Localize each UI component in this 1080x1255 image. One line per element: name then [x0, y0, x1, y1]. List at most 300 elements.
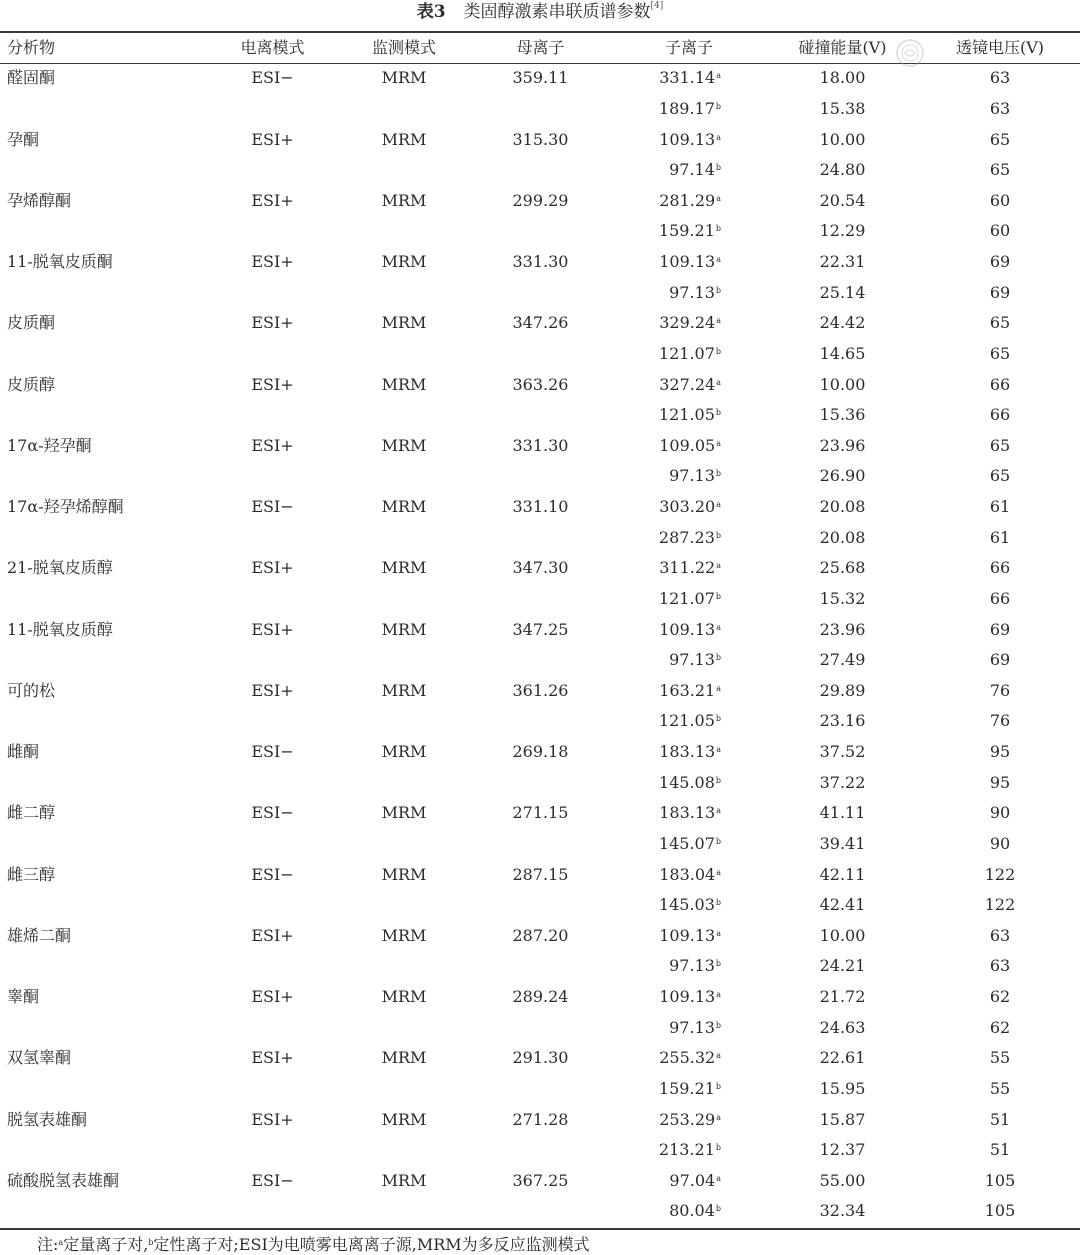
cell-monitor-mode: MRM: [381, 129, 427, 149]
cell-daughter-ion: [613, 859, 765, 890]
cell-monitor-mode: [340, 706, 468, 737]
table-row: [0, 339, 1080, 370]
table-row: [0, 1074, 1080, 1105]
cell-collision-energy: 15.32: [819, 588, 866, 608]
cell-collision-energy: 26.90: [819, 466, 866, 486]
cell-parent-ion: 331.10: [512, 497, 569, 517]
cell-lens-voltage: 105: [984, 1170, 1016, 1190]
ion-pair-marker: a: [716, 255, 721, 265]
bottom-rule: [0, 1228, 1080, 1230]
cell-analyte: 孕烯醇酮: [7, 190, 72, 210]
ion-pair-marker: b: [715, 1081, 721, 1091]
cell-parent-ion: [468, 1012, 613, 1043]
cell-lens-voltage: 69: [989, 619, 1011, 639]
ion-pair-marker: b: [715, 1020, 721, 1030]
ion-pair-marker: b: [715, 101, 721, 111]
cell-lens-voltage: 63: [989, 925, 1011, 945]
daughter-ion-value: 121.05: [658, 711, 715, 731]
cell-daughter-ion: [613, 798, 765, 829]
table-row: [0, 431, 1080, 462]
cell-daughter-ion: [613, 124, 765, 155]
cell-ion-mode: ESI+: [251, 1048, 294, 1068]
cell-analyte: [0, 1074, 205, 1105]
table-row: [0, 859, 1080, 890]
table-row: [0, 186, 1080, 217]
cell-monitor-mode: [340, 94, 468, 125]
daughter-ion-value: 109.05: [659, 435, 716, 455]
table-row: [0, 737, 1080, 768]
cell-monitor-mode: MRM: [381, 803, 427, 823]
cell-daughter-ion: [613, 492, 765, 523]
cell-collision-energy: 20.08: [819, 497, 866, 517]
table-row: [0, 921, 1080, 952]
daughter-ion-value: 121.07: [658, 588, 715, 608]
cell-collision-energy: 42.41: [819, 895, 866, 915]
cell-analyte: [0, 645, 205, 676]
cell-lens-voltage: 105: [984, 1201, 1016, 1221]
cell-collision-energy: 23.16: [819, 711, 866, 731]
daughter-ion-value: 80.04: [669, 1201, 715, 1221]
table-row: [0, 829, 1080, 860]
ion-pair-marker: a: [716, 500, 721, 510]
cell-collision-energy: 22.31: [819, 252, 866, 272]
daughter-ion-value: 331.14: [659, 68, 716, 88]
cell-monitor-mode: MRM: [381, 313, 427, 333]
cell-daughter-ion: [613, 584, 765, 615]
cell-parent-ion: 291.30: [512, 1048, 569, 1068]
table-caption: [0, 0, 1080, 28]
cell-ion-mode: [205, 461, 340, 492]
cell-collision-energy: 22.61: [819, 1048, 866, 1068]
table-row: [0, 1012, 1080, 1043]
cell-daughter-ion: [613, 308, 765, 339]
cell-analyte: 11-脱氧皮质酮: [7, 252, 113, 272]
cell-parent-ion: 331.30: [512, 252, 569, 272]
cell-analyte: [0, 1196, 205, 1227]
cell-ion-mode: [205, 400, 340, 431]
table-row: [0, 492, 1080, 523]
cell-daughter-ion: [613, 155, 765, 186]
cell-lens-voltage: 90: [989, 803, 1011, 823]
ion-pair-marker: a: [716, 622, 721, 632]
cell-analyte: 皮质酮: [7, 313, 56, 333]
cell-daughter-ion: [613, 890, 765, 921]
cell-analyte: [0, 951, 205, 982]
daughter-ion-value: 109.13: [659, 129, 716, 149]
cell-lens-voltage: 65: [989, 129, 1011, 149]
ion-pair-marker: a: [716, 683, 721, 693]
cell-daughter-ion: [613, 614, 765, 645]
cell-daughter-ion: [613, 431, 765, 462]
cell-ion-mode: [205, 645, 340, 676]
ion-pair-marker: b: [715, 1204, 721, 1214]
cell-daughter-ion: [613, 522, 765, 553]
data-table: [0, 33, 1080, 1227]
cell-parent-ion: [468, 155, 613, 186]
cell-collision-energy: 20.08: [819, 527, 866, 547]
cell-analyte: [0, 155, 205, 186]
cell-ion-mode: [205, 584, 340, 615]
ion-pair-marker: b: [715, 775, 721, 785]
cell-analyte: 17α-羟孕酮: [7, 435, 92, 455]
cell-monitor-mode: [340, 1074, 468, 1105]
cell-monitor-mode: [340, 890, 468, 921]
table-row: [0, 1166, 1080, 1197]
cell-monitor-mode: MRM: [381, 1170, 427, 1190]
cell-ion-mode: [205, 1135, 340, 1166]
cell-collision-energy: 24.21: [819, 956, 866, 976]
table-row: [0, 706, 1080, 737]
table-row: [0, 522, 1080, 553]
cell-daughter-ion: [613, 982, 765, 1013]
cell-ion-mode: [205, 951, 340, 982]
table-row: [0, 676, 1080, 707]
cell-ion-mode: ESI+: [251, 374, 294, 394]
daughter-ion-value: 281.29: [659, 190, 716, 210]
cell-lens-voltage: 60: [989, 190, 1011, 210]
cell-monitor-mode: MRM: [381, 374, 427, 394]
cell-monitor-mode: [340, 216, 468, 247]
daughter-ion-value: 329.24: [659, 313, 716, 333]
cell-analyte: 雌三醇: [7, 864, 56, 884]
cell-lens-voltage: 62: [989, 987, 1011, 1007]
cell-parent-ion: [468, 339, 613, 370]
table-row: [0, 798, 1080, 829]
cell-lens-voltage: 66: [989, 588, 1011, 608]
table-footnote: [37, 1235, 590, 1255]
daughter-ion-value: 287.23: [658, 527, 715, 547]
cell-parent-ion: 269.18: [512, 742, 569, 762]
daughter-ion-value: 303.20: [659, 497, 716, 517]
cell-lens-voltage: 61: [989, 497, 1011, 517]
cell-lens-voltage: 76: [989, 711, 1011, 731]
cell-lens-voltage: 69: [989, 282, 1011, 302]
cell-monitor-mode: [340, 339, 468, 370]
cell-ion-mode: ESI−: [251, 1170, 294, 1190]
cell-collision-energy: 24.63: [819, 1017, 866, 1037]
note-mark-b: b: [148, 1238, 154, 1247]
cell-lens-voltage: 63: [989, 98, 1011, 118]
cell-analyte: [0, 1012, 205, 1043]
cell-collision-energy: 12.37: [819, 1140, 866, 1160]
cell-ion-mode: ESI+: [251, 435, 294, 455]
table-row: [0, 1043, 1080, 1074]
table-row: [0, 584, 1080, 615]
cell-analyte: [0, 461, 205, 492]
cell-analyte: 17α-羟孕烯醇酮: [7, 497, 124, 517]
cell-lens-voltage: 55: [989, 1078, 1011, 1098]
cell-ion-mode: ESI+: [251, 558, 294, 578]
cell-lens-voltage: 122: [984, 895, 1016, 915]
cell-monitor-mode: MRM: [381, 435, 427, 455]
table-row: [0, 890, 1080, 921]
cell-lens-voltage: 65: [989, 343, 1011, 363]
daughter-ion-value: 159.21: [658, 1078, 715, 1098]
ion-pair-marker: a: [716, 990, 721, 1000]
cell-parent-ion: 347.30: [512, 558, 569, 578]
cell-collision-energy: 15.95: [819, 1078, 866, 1098]
daughter-ion-value: 121.07: [658, 343, 715, 363]
table-row: [0, 369, 1080, 400]
cell-collision-energy: 32.34: [819, 1201, 866, 1221]
cell-daughter-ion: [613, 216, 765, 247]
cell-collision-energy: 25.68: [819, 558, 866, 578]
ion-pair-marker: b: [715, 224, 721, 234]
cell-lens-voltage: 66: [989, 558, 1011, 578]
cell-daughter-ion: [613, 339, 765, 370]
table-row: [0, 216, 1080, 247]
cell-lens-voltage: 65: [989, 435, 1011, 455]
cell-lens-voltage: 90: [989, 833, 1011, 853]
cell-monitor-mode: MRM: [381, 987, 427, 1007]
cell-monitor-mode: [340, 767, 468, 798]
ion-pair-marker: b: [715, 1143, 721, 1153]
cell-parent-ion: 315.30: [512, 129, 569, 149]
cell-parent-ion: 367.25: [512, 1170, 569, 1190]
cell-collision-energy: 29.89: [819, 680, 866, 700]
ion-pair-marker: b: [715, 591, 721, 601]
cell-analyte: [0, 890, 205, 921]
table-row: [0, 1104, 1080, 1135]
cell-lens-voltage: 63: [989, 956, 1011, 976]
cell-analyte: 孕酮: [7, 129, 40, 149]
ion-pair-marker: b: [715, 408, 721, 418]
ion-pair-marker: b: [715, 469, 721, 479]
cell-collision-energy: 27.49: [819, 650, 866, 670]
cell-parent-ion: 271.15: [512, 803, 569, 823]
cell-ion-mode: ESI+: [251, 252, 294, 272]
cell-monitor-mode: [340, 951, 468, 982]
cell-collision-energy: 37.52: [819, 742, 866, 762]
table-row: [0, 553, 1080, 584]
cell-monitor-mode: MRM: [381, 1109, 427, 1129]
cell-analyte: [0, 1135, 205, 1166]
cell-monitor-mode: [340, 645, 468, 676]
ion-pair-marker: b: [715, 653, 721, 663]
cell-daughter-ion: [613, 247, 765, 278]
cell-analyte: 11-脱氧皮质醇: [7, 619, 113, 639]
header-collision-energy: 碰撞能量(V): [798, 38, 887, 57]
cell-daughter-ion: [613, 94, 765, 125]
cell-parent-ion: 363.26: [512, 374, 569, 394]
cell-lens-voltage: 69: [989, 252, 1011, 272]
daughter-ion-value: 109.13: [659, 619, 716, 639]
table-row: [0, 1135, 1080, 1166]
cell-collision-energy: 42.11: [819, 864, 866, 884]
ion-pair-marker: a: [716, 806, 721, 816]
cell-collision-energy: 24.42: [819, 313, 866, 333]
cell-analyte: 可的松: [7, 680, 56, 700]
cell-daughter-ion: [613, 461, 765, 492]
cell-collision-energy: 55.00: [819, 1170, 866, 1190]
daughter-ion-value: 189.17: [658, 98, 715, 118]
daughter-ion-value: 159.21: [658, 221, 715, 241]
cell-daughter-ion: [613, 706, 765, 737]
cell-ion-mode: [205, 94, 340, 125]
cell-lens-voltage: 122: [984, 864, 1016, 884]
cell-ion-mode: [205, 155, 340, 186]
ion-pair-marker: b: [715, 285, 721, 295]
cell-monitor-mode: [340, 1135, 468, 1166]
ion-pair-marker: a: [716, 561, 721, 571]
daughter-ion-value: 145.07: [658, 833, 715, 853]
cell-ion-mode: [205, 1196, 340, 1227]
cell-collision-energy: 15.38: [819, 98, 866, 118]
header-daughter-ion: 子离子: [664, 38, 713, 57]
ion-pair-marker: a: [716, 377, 721, 387]
cell-ion-mode: ESI−: [251, 497, 294, 517]
cell-monitor-mode: MRM: [381, 497, 427, 517]
cell-collision-energy: 14.65: [819, 343, 866, 363]
table-row: [0, 277, 1080, 308]
cell-analyte: 21-脱氧皮质醇: [7, 558, 113, 578]
cell-daughter-ion: [613, 737, 765, 768]
cell-parent-ion: [468, 951, 613, 982]
cell-parent-ion: [468, 1135, 613, 1166]
cell-ion-mode: [205, 767, 340, 798]
table-row: [0, 645, 1080, 676]
cell-parent-ion: [468, 277, 613, 308]
table-row: [0, 308, 1080, 339]
cell-parent-ion: 299.29: [512, 190, 569, 210]
cell-ion-mode: [205, 339, 340, 370]
cell-lens-voltage: 65: [989, 313, 1011, 333]
cell-collision-energy: 23.96: [819, 435, 866, 455]
cell-parent-ion: 289.24: [512, 987, 569, 1007]
cell-lens-voltage: 51: [989, 1109, 1011, 1129]
cell-daughter-ion: [613, 1135, 765, 1166]
cell-daughter-ion: [613, 1043, 765, 1074]
cell-collision-energy: 25.14: [819, 282, 866, 302]
daughter-ion-value: 255.32: [659, 1048, 716, 1068]
ion-pair-marker: b: [715, 163, 721, 173]
cell-parent-ion: [468, 767, 613, 798]
cell-ion-mode: ESI+: [251, 313, 294, 333]
cell-monitor-mode: MRM: [381, 252, 427, 272]
cell-daughter-ion: [613, 186, 765, 217]
ion-pair-marker: a: [716, 867, 721, 877]
cell-ion-mode: [205, 277, 340, 308]
cell-monitor-mode: [340, 1196, 468, 1227]
ion-pair-marker: b: [715, 836, 721, 846]
cell-parent-ion: [468, 1074, 613, 1105]
cell-analyte: 雌酮: [7, 742, 40, 762]
cell-daughter-ion: [613, 400, 765, 431]
cell-analyte: 醛固酮: [7, 68, 56, 88]
cell-lens-voltage: 60: [989, 221, 1011, 241]
cell-collision-energy: 21.72: [819, 987, 866, 1007]
cell-collision-energy: 15.36: [819, 405, 866, 425]
ion-pair-marker: b: [715, 714, 721, 724]
cell-monitor-mode: [340, 584, 468, 615]
table-row: [0, 461, 1080, 492]
table-row: [0, 124, 1080, 155]
cell-daughter-ion: [613, 1074, 765, 1105]
cell-daughter-ion: [613, 767, 765, 798]
cell-parent-ion: 347.25: [512, 619, 569, 639]
cell-monitor-mode: MRM: [381, 864, 427, 884]
table-row: [0, 614, 1080, 645]
cell-analyte: 皮质醇: [7, 374, 56, 394]
daughter-ion-value: 183.04: [659, 864, 716, 884]
cell-ion-mode: ESI+: [251, 680, 294, 700]
table-row: [0, 1196, 1080, 1227]
cell-parent-ion: 359.11: [512, 68, 569, 88]
cell-ion-mode: ESI−: [251, 803, 294, 823]
cell-monitor-mode: MRM: [381, 742, 427, 762]
cell-monitor-mode: MRM: [381, 680, 427, 700]
cell-lens-voltage: 66: [989, 405, 1011, 425]
cell-ion-mode: ESI+: [251, 129, 294, 149]
cell-analyte: 硫酸脱氢表雄酮: [7, 1170, 120, 1190]
cell-lens-voltage: 95: [989, 772, 1011, 792]
header-monitor-mode: 监测模式: [371, 38, 436, 57]
ion-pair-marker: a: [716, 193, 721, 203]
cell-collision-energy: 10.00: [819, 925, 866, 945]
cell-parent-ion: [468, 522, 613, 553]
table-number: 表3: [416, 2, 446, 22]
ion-pair-marker: a: [716, 1173, 721, 1183]
cell-monitor-mode: MRM: [381, 925, 427, 945]
cell-daughter-ion: [613, 1104, 765, 1135]
cell-collision-energy: 12.29: [819, 221, 866, 241]
table-row: [0, 982, 1080, 1013]
table-title: 类固醇激素串联质谱参数: [463, 2, 651, 22]
cell-analyte: [0, 94, 205, 125]
cell-collision-energy: 10.00: [819, 374, 866, 394]
cell-lens-voltage: 76: [989, 680, 1011, 700]
daughter-ion-value: 253.29: [659, 1109, 716, 1129]
ion-pair-marker: a: [716, 1112, 721, 1122]
header-ion-mode: 电离模式: [240, 38, 305, 57]
cell-daughter-ion: [613, 676, 765, 707]
cell-collision-energy: 10.00: [819, 129, 866, 149]
cell-ion-mode: [205, 890, 340, 921]
cell-lens-voltage: 95: [989, 742, 1011, 762]
cell-parent-ion: [468, 216, 613, 247]
cell-analyte: 雄烯二酮: [7, 925, 72, 945]
cell-analyte: [0, 522, 205, 553]
cell-collision-energy: 15.87: [819, 1109, 866, 1129]
cell-ion-mode: [205, 829, 340, 860]
cell-ion-mode: [205, 216, 340, 247]
daughter-ion-value: 145.03: [658, 895, 715, 915]
table-row: [0, 247, 1080, 278]
table-row: [0, 400, 1080, 431]
cell-daughter-ion: [613, 1196, 765, 1227]
daughter-ion-value: 311.22: [659, 558, 716, 578]
daughter-ion-value: 97.14: [669, 160, 715, 180]
cell-ion-mode: ESI+: [251, 1109, 294, 1129]
note-prefix: 注:: [37, 1235, 59, 1254]
cell-collision-energy: 20.54: [819, 190, 866, 210]
cell-ion-mode: ESI−: [251, 68, 294, 88]
cell-lens-voltage: 66: [989, 374, 1011, 394]
cell-collision-energy: 23.96: [819, 619, 866, 639]
cell-daughter-ion: [613, 951, 765, 982]
cell-ion-mode: ESI+: [251, 987, 294, 1007]
cell-analyte: 脱氢表雄酮: [7, 1109, 88, 1129]
cell-lens-voltage: 65: [989, 160, 1011, 180]
cell-lens-voltage: 65: [989, 466, 1011, 486]
cell-monitor-mode: MRM: [381, 190, 427, 210]
cell-collision-energy: 41.11: [819, 803, 866, 823]
cell-monitor-mode: MRM: [381, 558, 427, 578]
daughter-ion-value: 327.24: [659, 374, 716, 394]
daughter-ion-value: 97.13: [669, 956, 715, 976]
table-row: [0, 94, 1080, 125]
cell-parent-ion: [468, 1196, 613, 1227]
